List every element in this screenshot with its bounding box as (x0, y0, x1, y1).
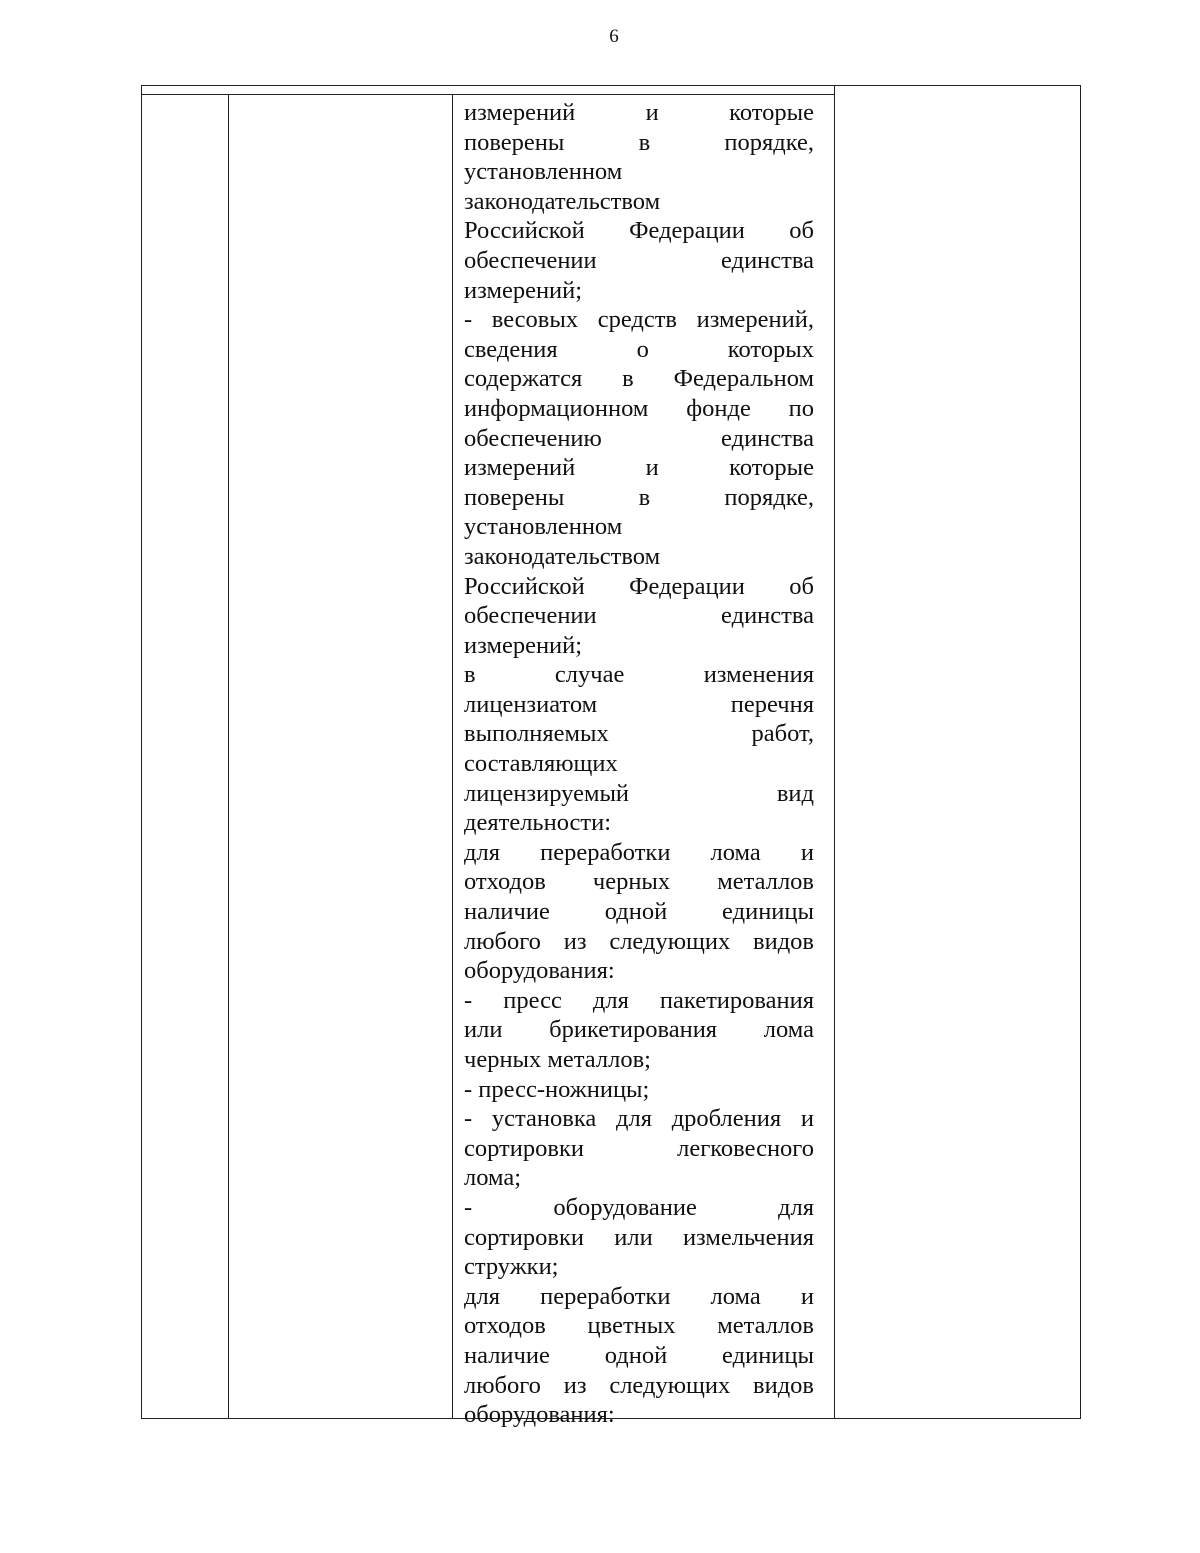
requirement-line: лицензиатом перечня (464, 690, 814, 718)
requirement-line: установленном (464, 513, 623, 541)
page-number: 6 (609, 26, 619, 47)
column-divider-1 (228, 94, 229, 1418)
requirement-text-cell (464, 98, 814, 1430)
requirement-line: сведения о которых (464, 335, 814, 363)
requirement-line: - оборудование для (464, 1193, 814, 1221)
requirement-line: оборудования: (464, 1401, 615, 1429)
requirement-line: или брикетирования лома (464, 1016, 814, 1044)
requirement-line: для переработки лома и (464, 1282, 814, 1310)
requirement-line: установленном (464, 158, 623, 186)
requirement-line: черных металлов; (464, 1046, 651, 1073)
requirement-line: стружки; (464, 1253, 559, 1281)
requirement-line: содержатся в Федеральном (464, 365, 814, 393)
requirement-line: законодательством (464, 187, 661, 215)
column-divider-2 (452, 94, 453, 1418)
requirement-line: измерений и которые (464, 454, 814, 482)
requirement-line: обеспечению единства (464, 424, 814, 452)
requirement-line: лицензируемый вид (464, 779, 814, 807)
requirement-line: в случае изменения (464, 661, 814, 689)
requirement-line: любого из следующих видов (464, 927, 814, 955)
requirement-line: отходов черных металлов (464, 868, 814, 896)
requirement-line: Российской Федерации об (464, 572, 814, 600)
requirement-line: выполняемых работ, (464, 720, 814, 748)
requirement-line: для переработки лома и (464, 838, 814, 866)
requirement-line: оборудования: (464, 957, 615, 985)
requirement-line: сортировки легковесного (464, 1134, 814, 1162)
requirement-line: поверены в порядке, (464, 128, 814, 156)
requirements-table (141, 85, 1081, 1429)
requirement-line: наличие одной единицы (464, 1341, 814, 1369)
requirement-line: - пресс для пакетирования (464, 986, 814, 1014)
requirement-line: - установка для дробления и (464, 1105, 814, 1133)
requirement-line: составляющих (464, 750, 618, 778)
requirement-line: обеспечении единства (464, 602, 814, 630)
requirement-line: сортировки или измельчения (464, 1223, 814, 1251)
requirement-line: отходов цветных металлов (464, 1312, 814, 1340)
requirement-line: измерений и которые (464, 99, 814, 126)
requirement-line: наличие одной единицы (464, 898, 814, 926)
requirement-line: законодательством (464, 542, 661, 570)
requirement-line: - пресс-ножницы; (464, 1075, 650, 1103)
requirement-line: Российской Федерации об (464, 217, 814, 245)
requirement-line: лома; (464, 1164, 522, 1192)
table-top-border (142, 94, 834, 95)
requirement-line: - весовых средств измерений, (464, 306, 814, 334)
requirement-line: деятельности: (464, 809, 612, 837)
column-divider-3 (834, 86, 835, 1418)
requirement-line: измерений; (464, 276, 583, 304)
requirement-line: информационном фонде по (464, 394, 814, 422)
requirement-line: измерений; (464, 631, 583, 659)
requirement-line: обеспечении единства (464, 246, 814, 274)
requirement-line: любого из следующих видов (464, 1371, 814, 1399)
requirement-line: поверены в порядке, (464, 483, 814, 511)
